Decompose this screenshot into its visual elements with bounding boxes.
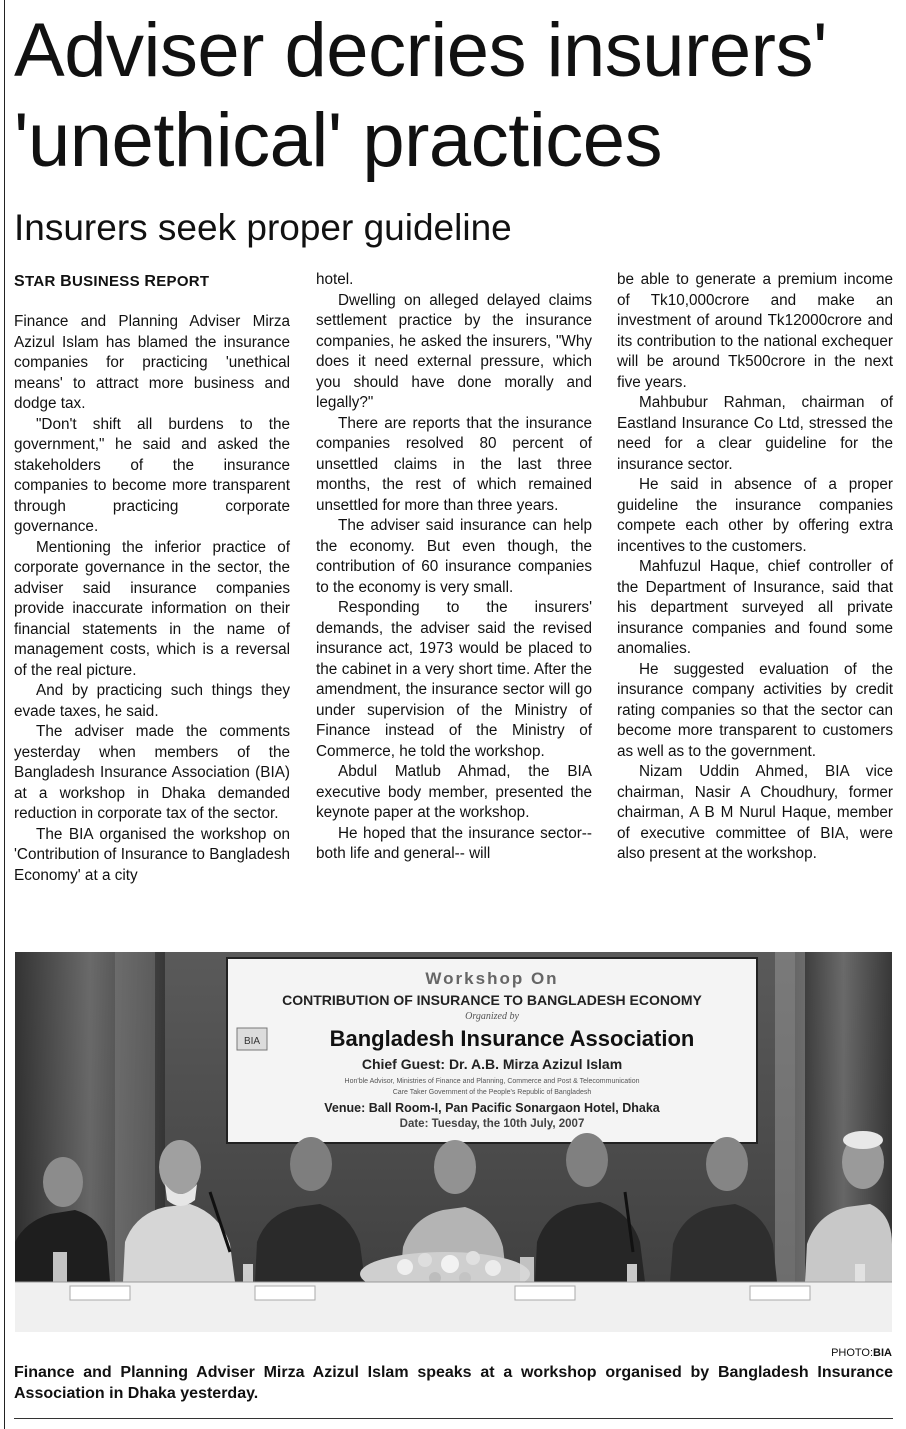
photo-caption: Finance and Planning Adviser Mirza Azizul Islam speaks at a workshop organised by Bangladesh Insurance Association in Dhaka yesterday. bbox=[14, 1364, 893, 1402]
bottom-rule bbox=[14, 1418, 893, 1419]
banner-line-1: Workshop On bbox=[425, 969, 559, 988]
banner-line-5: Chief Guest: Dr. A.B. Mirza Azizul Islam bbox=[361, 1056, 623, 1072]
workshop-banner bbox=[227, 958, 757, 1143]
news-photo bbox=[15, 952, 892, 1332]
banner-line-7: Care Taker Government of the People's Republic of Bangladesh bbox=[392, 1089, 592, 1096]
paragraph: He said in absence of a proper guideline the insurance companies compete each other by offering extra incentives to the customers. bbox=[617, 476, 893, 555]
banner-line-2: CONTRIBUTION OF INSURANCE TO BANGLADESH ECONOMY bbox=[282, 992, 702, 1008]
article-column-2 bbox=[316, 270, 592, 865]
paragraph: Dwelling on alleged delayed claims settlement practice by the insurance companies, he asked the insurers, "Why does it need external pressure, which you should have done morally and legally?" bbox=[316, 291, 592, 411]
paragraph: Abdul Matlub Ahmad, the BIA executive body member, presented the keynote paper at the workshop. bbox=[316, 763, 592, 821]
paragraph: And by practicing such things they evade taxes, he said. bbox=[14, 682, 290, 720]
headline: Adviser decries insurers' 'unethical' practices bbox=[14, 8, 827, 183]
paragraph: He hoped that the insurance sector-- both life and general-- will bbox=[316, 824, 592, 862]
paragraph: be able to generate a premium income of Tk10,000crore and make an investment of around Tk12000crore and its contribution to the national exchequer will be around Tk500crore in the next five years. bbox=[617, 271, 893, 391]
paragraph: Responding to the insurers' demands, the adviser said the revised insurance act, 1973 would be placed to the cabinet in a very short time. After the amendment, the insurance sector will go under supervision of the Ministry of Finance instead of the Ministry of Commerce, he told the workshop. bbox=[316, 599, 592, 760]
head-table bbox=[15, 1282, 892, 1332]
paragraph: Nizam Uddin Ahmed, BIA vice chairman, Nasir A Choudhury, former chairman, A B M Nurul Haque, member of executive committee of BIA, were also present at the workshop. bbox=[617, 763, 893, 862]
photo-credit: PHOTO:BIA bbox=[831, 1347, 892, 1359]
paragraph: The adviser said insurance can help the economy. But even though, the contribution of 60 insurance companies to the economy is very small. bbox=[316, 517, 592, 596]
paragraph: He suggested evaluation of the insurance company activities by credit rating companies so that the sector can become more transparent to customers as well as to the government. bbox=[617, 660, 893, 760]
subheadline: Insurers seek proper guideline bbox=[14, 207, 512, 248]
left-border-rule bbox=[4, 0, 5, 1429]
banner-line-9: Date: Tuesday, the 10th July, 2007 bbox=[399, 1118, 585, 1130]
paragraph: The BIA organised the workshop on 'Contribution of Insurance to Bangladesh Economy' at a city bbox=[14, 825, 290, 884]
byline: STAR BUSINESS REPORT bbox=[14, 273, 210, 290]
bia-logo-text: BIA bbox=[243, 1036, 261, 1047]
banner-line-8: Venue: Ball Room-I, Pan Pacific Sonargaon Hotel, Dhaka bbox=[324, 1101, 660, 1115]
paragraph: hotel. bbox=[316, 271, 354, 288]
paragraph: There are reports that the insurance companies resolved 80 percent of unsettled claims in the last three months, the rest of which remained unsettled for more than three years. bbox=[316, 414, 592, 514]
paragraph: Mahbubur Rahman, chairman of Eastland Insurance Co Ltd, stressed the need for a clear guideline for the insurance sector. bbox=[617, 394, 893, 473]
banner-line-3: Organized by bbox=[465, 1011, 519, 1022]
paragraph: "Don't shift all burdens to the government," he said and asked the stakeholders of the insurance companies to become more transparent through practicing corporate governance. bbox=[14, 415, 290, 535]
article-column-3 bbox=[617, 270, 893, 865]
banner-line-6: Hon'ble Advisor, Ministries of Finance and Planning, Commerce and Post & Telecommunication bbox=[344, 1078, 640, 1085]
paragraph: Mahfuzul Haque, chief controller of the Department of Insurance, said that his department surveyed all private insurance companies and found some anomalies. bbox=[617, 558, 893, 657]
paragraph: Mentioning the inferior practice of corporate governance in the sector, the adviser said insurance companies provide inaccurate information on their financial statements in the name of management costs, which is a reversal of the real picture. bbox=[14, 538, 290, 679]
paragraph: Finance and Planning Adviser Mirza Azizul Islam has blamed the insurance companies for practicing 'unethical means' to attract more business and dodge tax. bbox=[14, 313, 290, 412]
paragraph: The adviser made the comments yesterday when members of the Bangladesh Insurance Association (BIA) at a workshop in Dhaka demanded reduction in corporate tax of the sector. bbox=[14, 723, 290, 822]
banner-line-4: Bangladesh Insurance Association bbox=[329, 1026, 695, 1051]
article-column-1 bbox=[14, 270, 290, 886]
